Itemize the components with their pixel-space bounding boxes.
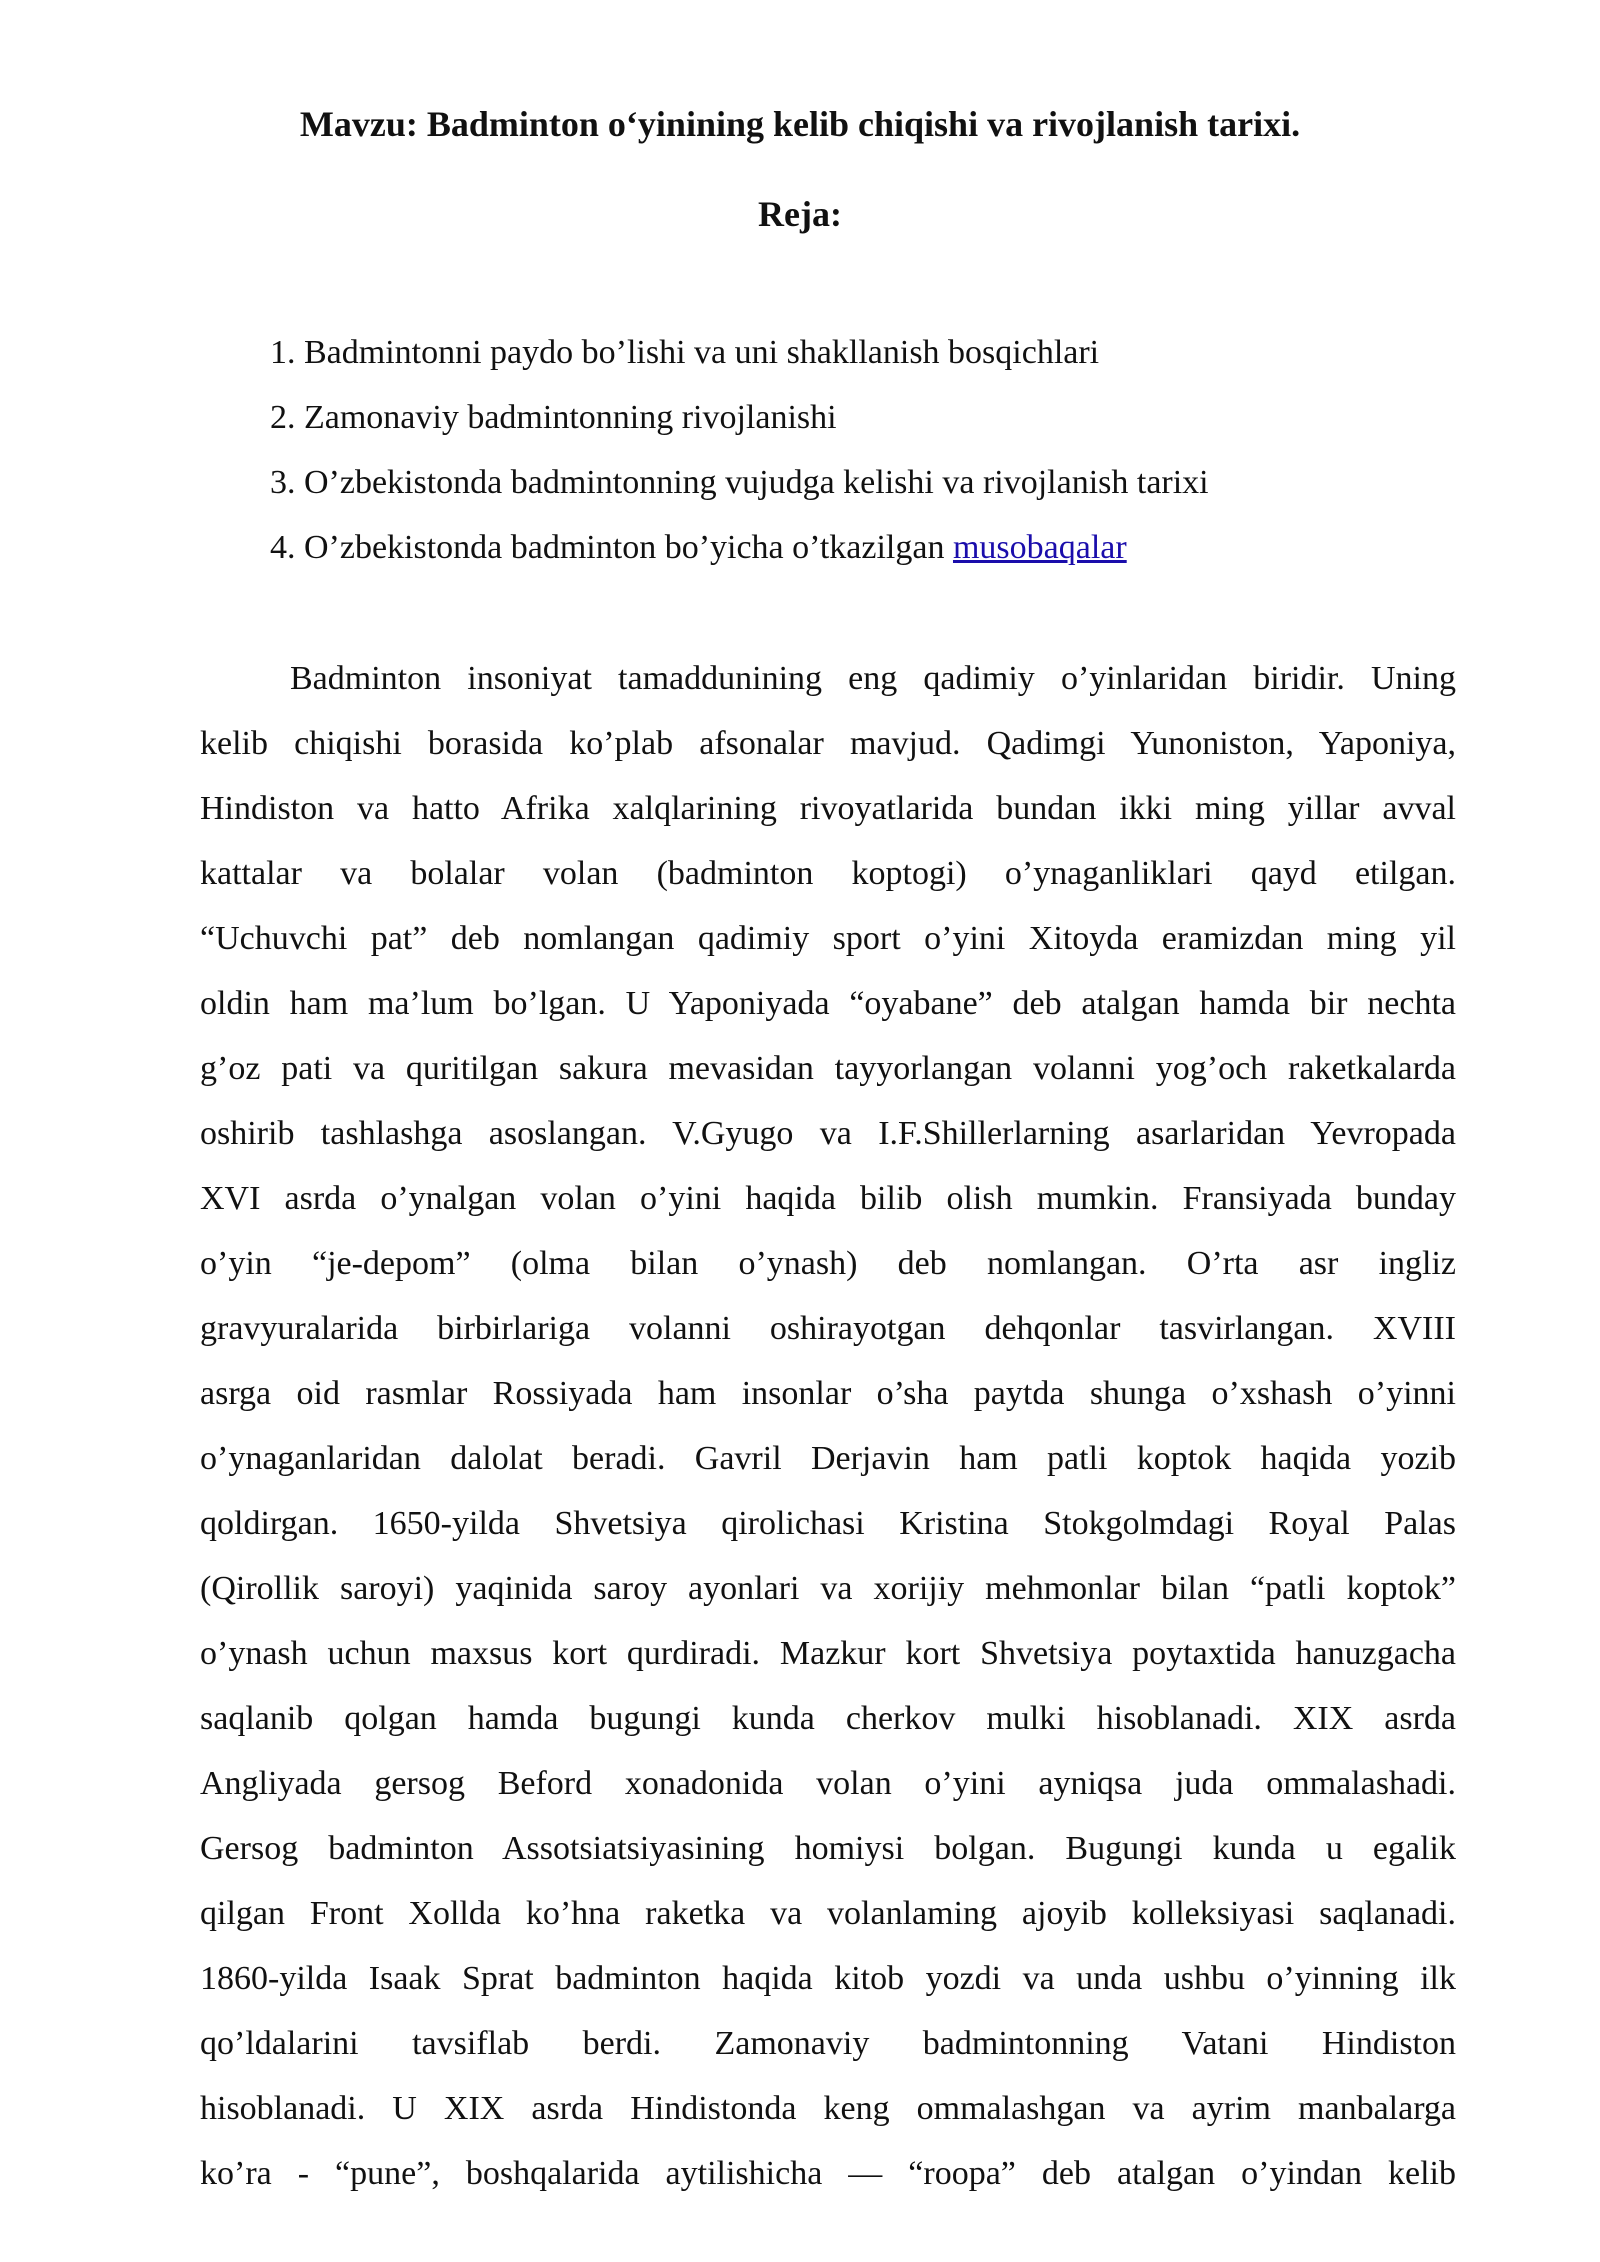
body-line: Badminton insoniyat tamaddunining eng qadimiy o’yinlaridan biridir. Uning bbox=[290, 660, 1456, 697]
plan-list bbox=[270, 320, 1209, 580]
body-line: o’ynaganlaridan dalolat beradi. Gavril Derjavin ham patli koptok haqida yozib bbox=[200, 1440, 1456, 1477]
body-line: ko’ra - “pune”, boshqalarida aytilishicha — “roopa” deb atalgan o’yindan kelib bbox=[200, 2155, 1456, 2192]
body-line: kattalar va bolalar volan (badminton koptogi) o’ynaganliklari qayd etilgan. bbox=[200, 855, 1456, 892]
body-line: o’ynash uchun maxsus kort qurdiradi. Mazkur kort Shvetsiya poytaxtida hanuzgacha bbox=[200, 1635, 1456, 1672]
body-line: “Uchuvchi pat” deb nomlangan qadimiy sport o’yini Xitoyda eramizdan ming yil bbox=[200, 920, 1456, 957]
document-title: Mavzu: Badminton o‘yinining kelib chiqishi va rivojlanish tarixi. bbox=[299, 104, 1301, 144]
body-line: (Qirollik saroyi) yaqinida saroy ayonlari va xorijiy mehmonlar bilan “patli koptok” bbox=[200, 1570, 1456, 1607]
body-line: asrga oid rasmlar Rossiyada ham insonlar o’sha paytda shunga o’xshash o’yinni bbox=[200, 1375, 1456, 1412]
body-line: o’yin “je-depom” (olma bilan o’ynash) deb nomlangan. O’rta asr ingliz bbox=[200, 1245, 1456, 1282]
body-line: Gersog badminton Assotsiatsiyasining homiysi bolgan. Bugungi kunda u egalik bbox=[200, 1830, 1456, 1867]
body-line: oldin ham ma’lum bo’lgan. U Yaponiyada “oyabane” deb atalgan hamda bir nechta bbox=[200, 985, 1456, 1022]
body-line: Angliyada gersog Beford xonadonida volan o’yini ayniqsa juda ommalashadi. bbox=[200, 1765, 1456, 1802]
body-line: oshirib tashlashga asoslangan. V.Gyugo va I.F.Shillerlarning asarlaridan Yevropada bbox=[200, 1115, 1456, 1152]
plan-item-text: 3. O’zbekistonda badmintonning vujudga kelishi va rivojlanish tarixi bbox=[270, 464, 1209, 501]
plan-item bbox=[270, 385, 1209, 450]
body-line: Hindiston va hatto Afrika xalqlarining rivoyatlarida bundan ikki ming yillar avval bbox=[200, 790, 1456, 827]
body-line: kelib chiqishi borasida ko’plab afsonalar mavjud. Qadimgi Yunoniston, Yaponiya, bbox=[200, 725, 1456, 762]
musobaqalar-link[interactable]: musobaqalar bbox=[952, 529, 1127, 566]
plan-item bbox=[270, 450, 1209, 515]
body-line: qilgan Front Xollda ko’hna raketka va volanlaming ajoyib kolleksiyasi saqlanadi. bbox=[200, 1895, 1456, 1932]
body-line: 1860-yilda Isaak Sprat badminton haqida kitob yozdi va unda ushbu o’yinning ilk bbox=[200, 1960, 1456, 1997]
plan-item bbox=[270, 515, 1209, 580]
body-line: saqlanib qolgan hamda bugungi kunda cherkov mulki hisoblanadi. XIX asrda bbox=[200, 1700, 1456, 1737]
body-line: gravyuralarida birbirlariga volanni oshirayotgan dehqonlar tasvirlangan. XVIII bbox=[200, 1310, 1456, 1347]
plan-item-text: 4. O’zbekistonda badminton bo’yicha o’tkazilgan bbox=[270, 529, 953, 566]
plan-item-text: 2. Zamonaviy badmintonning rivojlanishi bbox=[270, 399, 837, 436]
body-line: XVI asrda o’ynalgan volan o’yini haqida bilib olish mumkin. Fransiyada bunday bbox=[200, 1180, 1456, 1217]
body-line: qo’ldalarini tavsiflab berdi. Zamonaviy badmintonning Vatani Hindiston bbox=[200, 2025, 1456, 2062]
body-line: qoldirgan. 1650-yilda Shvetsiya qirolichasi Kristina Stokgolmdagi Royal Palas bbox=[200, 1505, 1456, 1542]
plan-item bbox=[270, 320, 1209, 385]
body-line: g’oz pati va quritilgan sakura mevasidan tayyorlangan volanni yog’och raketkalarda bbox=[200, 1050, 1456, 1087]
body-paragraph bbox=[200, 646, 1456, 2206]
plan-heading: Reja: bbox=[758, 194, 842, 234]
plan-item-text: 1. Badmintonni paydo bo’lishi va uni shakllanish bosqichlari bbox=[270, 334, 1100, 371]
body-line: hisoblanadi. U XIX asrda Hindistonda keng ommalashgan va ayrim manbalarga bbox=[200, 2090, 1456, 2127]
